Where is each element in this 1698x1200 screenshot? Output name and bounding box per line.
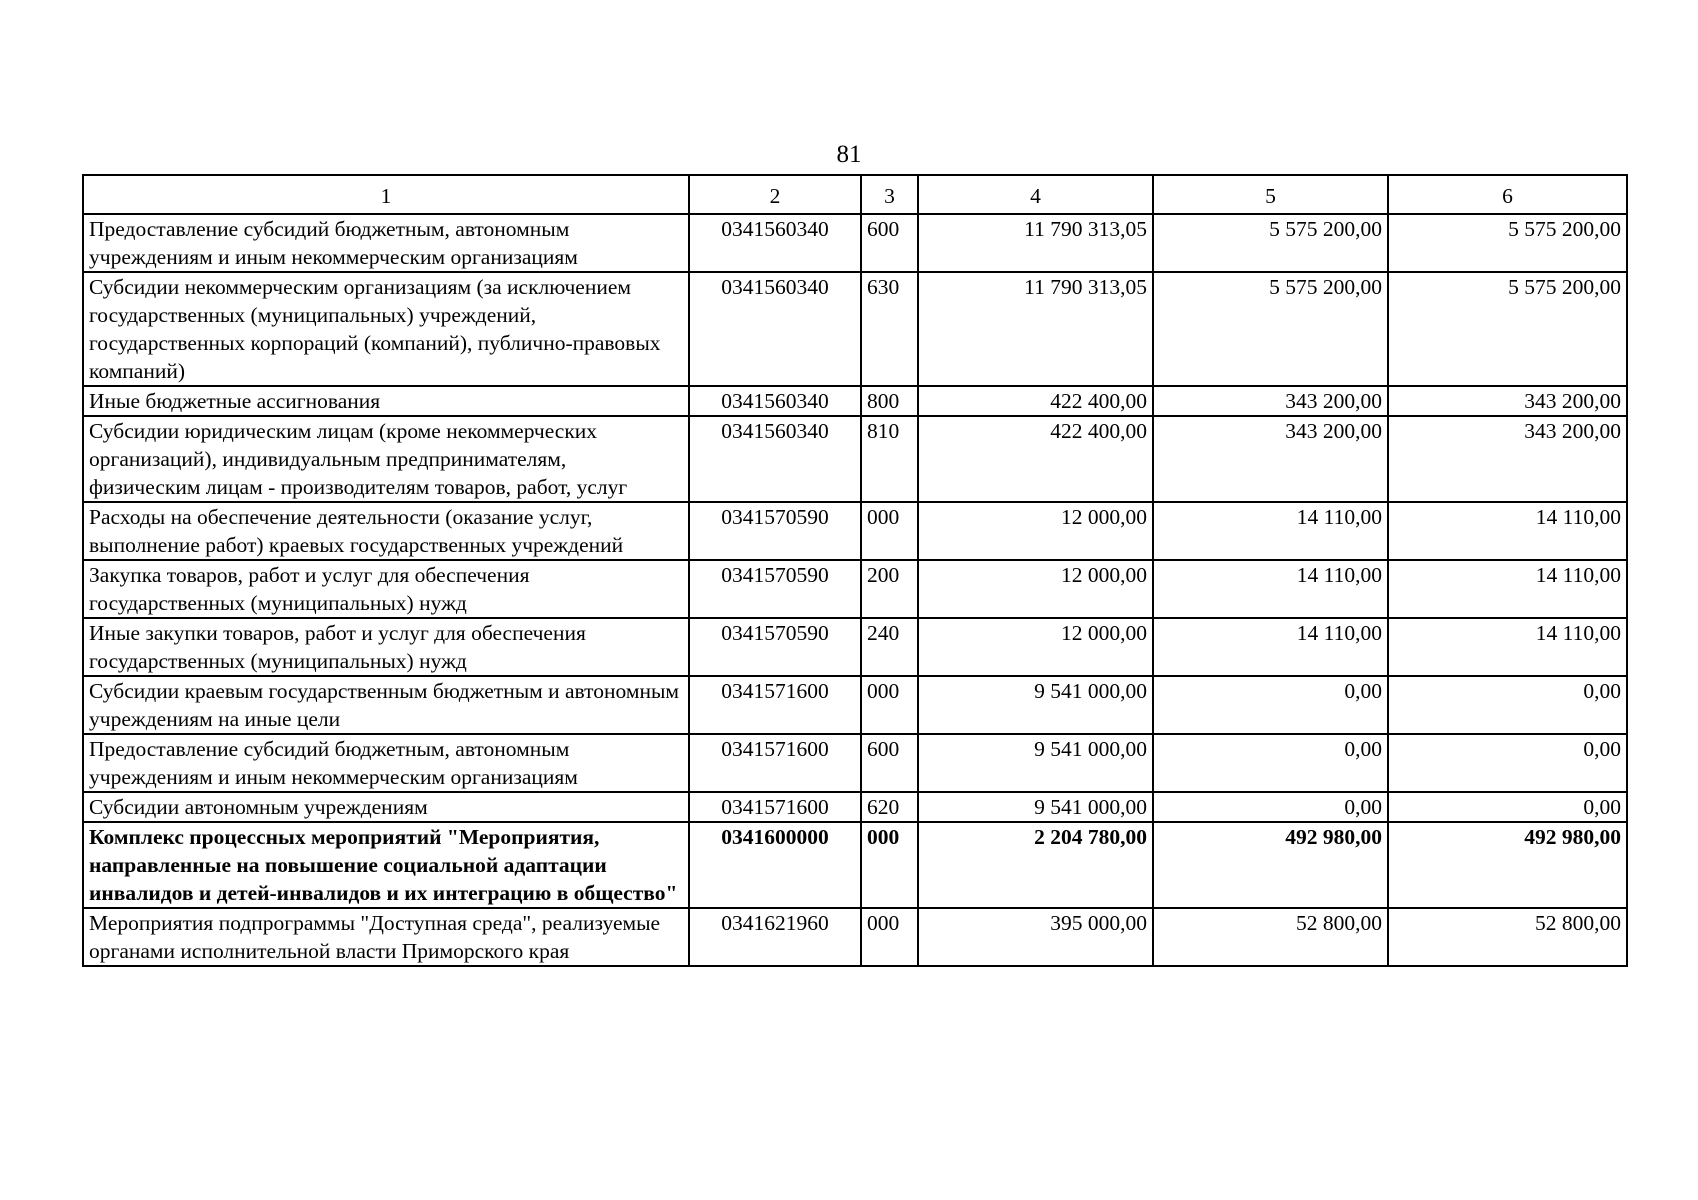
row-kvr-cell: 630: [861, 272, 918, 386]
row-value-cell: 343 200,00: [1153, 386, 1388, 416]
row-value-cell: 5 575 200,00: [1388, 272, 1627, 386]
table-row: [83, 272, 1627, 386]
row-name-cell: Иные бюджетные ассигнования: [83, 386, 689, 416]
row-kvr-cell: 000: [861, 908, 918, 966]
row-code-cell: 0341621960: [689, 908, 861, 966]
row-value-cell: 343 200,00: [1388, 386, 1627, 416]
row-value-cell: 9 541 000,00: [918, 676, 1153, 734]
row-kvr-cell: 600: [861, 214, 918, 272]
row-value-cell: 12 000,00: [918, 502, 1153, 560]
row-value-cell: 0,00: [1153, 734, 1388, 792]
row-kvr-cell: 000: [861, 676, 918, 734]
row-name-cell: Субсидии краевым государственным бюджетным и автономным учреждениям на иные цели: [83, 676, 689, 734]
column-header: 4: [918, 175, 1153, 214]
column-header: 6: [1388, 175, 1627, 214]
row-value-cell: 343 200,00: [1153, 416, 1388, 502]
row-value-cell: 52 800,00: [1153, 908, 1388, 966]
row-kvr-cell: 800: [861, 386, 918, 416]
row-value-cell: 11 790 313,05: [918, 272, 1153, 386]
column-header: 1: [83, 175, 689, 214]
row-value-cell: 9 541 000,00: [918, 792, 1153, 822]
table-row: [83, 618, 1627, 676]
row-value-cell: 2 204 780,00: [918, 822, 1153, 908]
page-number: 81: [836, 141, 862, 168]
row-kvr-cell: 200: [861, 560, 918, 618]
row-kvr-cell: 000: [861, 822, 918, 908]
row-kvr-cell: 000: [861, 502, 918, 560]
row-value-cell: 14 110,00: [1388, 502, 1627, 560]
row-name-cell: Субсидии юридическим лицам (кроме некоммерческих организаций), индивидуальным предпринимателям, физическим лицам - производителям товаров, работ, услуг: [83, 416, 689, 502]
row-value-cell: 0,00: [1388, 734, 1627, 792]
row-name-cell: Предоставление субсидий бюджетным, автономным учреждениям и иным некоммерческим организациям: [83, 734, 689, 792]
row-code-cell: 0341570590: [689, 618, 861, 676]
row-name-cell: Мероприятия подпрограммы "Доступная среда", реализуемые органами исполнительной власти Приморского края: [83, 908, 689, 966]
row-value-cell: 343 200,00: [1388, 416, 1627, 502]
column-header: 3: [861, 175, 918, 214]
row-code-cell: 0341600000: [689, 822, 861, 908]
column-header: 5: [1153, 175, 1388, 214]
row-value-cell: 12 000,00: [918, 618, 1153, 676]
row-name-cell: Предоставление субсидий бюджетным, автономным учреждениям и иным некоммерческим организациям: [83, 214, 689, 272]
row-code-cell: 0341570590: [689, 560, 861, 618]
row-name-cell: Субсидии автономным учреждениям: [83, 792, 689, 822]
table-row: [83, 792, 1627, 822]
row-value-cell: 5 575 200,00: [1153, 272, 1388, 386]
row-name-cell: Иные закупки товаров, работ и услуг для обеспечения государственных (муниципальных) нужд: [83, 618, 689, 676]
row-code-cell: 0341571600: [689, 734, 861, 792]
row-value-cell: 14 110,00: [1153, 502, 1388, 560]
table-row: [83, 676, 1627, 734]
row-value-cell: 52 800,00: [1388, 908, 1627, 966]
row-name-cell: Субсидии некоммерческим организациям (за исключением государственных (муниципальных) учреждений, государственных корпораций (компаний), публично-правовых компаний): [83, 272, 689, 386]
row-value-cell: 422 400,00: [918, 416, 1153, 502]
row-value-cell: 14 110,00: [1388, 560, 1627, 618]
budget-table: [82, 174, 1628, 967]
table-row: [83, 822, 1627, 908]
table-row: [83, 560, 1627, 618]
row-value-cell: 395 000,00: [918, 908, 1153, 966]
row-name-cell: Закупка товаров, работ и услуг для обеспечения государственных (муниципальных) нужд: [83, 560, 689, 618]
row-value-cell: 14 110,00: [1388, 618, 1627, 676]
row-value-cell: 14 110,00: [1153, 618, 1388, 676]
row-name-cell: Расходы на обеспечение деятельности (оказание услуг, выполнение работ) краевых государственных учреждений: [83, 502, 689, 560]
table-row: [83, 214, 1627, 272]
row-kvr-cell: 620: [861, 792, 918, 822]
row-code-cell: 0341560340: [689, 214, 861, 272]
row-code-cell: 0341560340: [689, 416, 861, 502]
row-kvr-cell: 810: [861, 416, 918, 502]
row-name-cell: Комплекс процессных мероприятий "Мероприятия, направленные на повышение социальной адаптации инвалидов и детей-инвалидов и их интеграцию в общество": [83, 822, 689, 908]
row-value-cell: 11 790 313,05: [918, 214, 1153, 272]
row-value-cell: 12 000,00: [918, 560, 1153, 618]
table-row: [83, 416, 1627, 502]
header-row: [83, 175, 1627, 214]
row-kvr-cell: 240: [861, 618, 918, 676]
row-value-cell: 14 110,00: [1153, 560, 1388, 618]
row-code-cell: 0341560340: [689, 272, 861, 386]
table-row: [83, 502, 1627, 560]
row-code-cell: 0341571600: [689, 676, 861, 734]
row-value-cell: 492 980,00: [1388, 822, 1627, 908]
table-row: [83, 908, 1627, 966]
row-value-cell: 492 980,00: [1153, 822, 1388, 908]
row-code-cell: 0341570590: [689, 502, 861, 560]
row-value-cell: 0,00: [1153, 792, 1388, 822]
row-value-cell: 422 400,00: [918, 386, 1153, 416]
row-value-cell: 9 541 000,00: [918, 734, 1153, 792]
row-value-cell: 5 575 200,00: [1153, 214, 1388, 272]
row-value-cell: 0,00: [1153, 676, 1388, 734]
row-kvr-cell: 600: [861, 734, 918, 792]
row-value-cell: 0,00: [1388, 676, 1627, 734]
row-value-cell: 5 575 200,00: [1388, 214, 1627, 272]
row-code-cell: 0341560340: [689, 386, 861, 416]
table-row: [83, 734, 1627, 792]
table-row: [83, 386, 1627, 416]
column-header: 2: [689, 175, 861, 214]
row-value-cell: 0,00: [1388, 792, 1627, 822]
row-code-cell: 0341571600: [689, 792, 861, 822]
